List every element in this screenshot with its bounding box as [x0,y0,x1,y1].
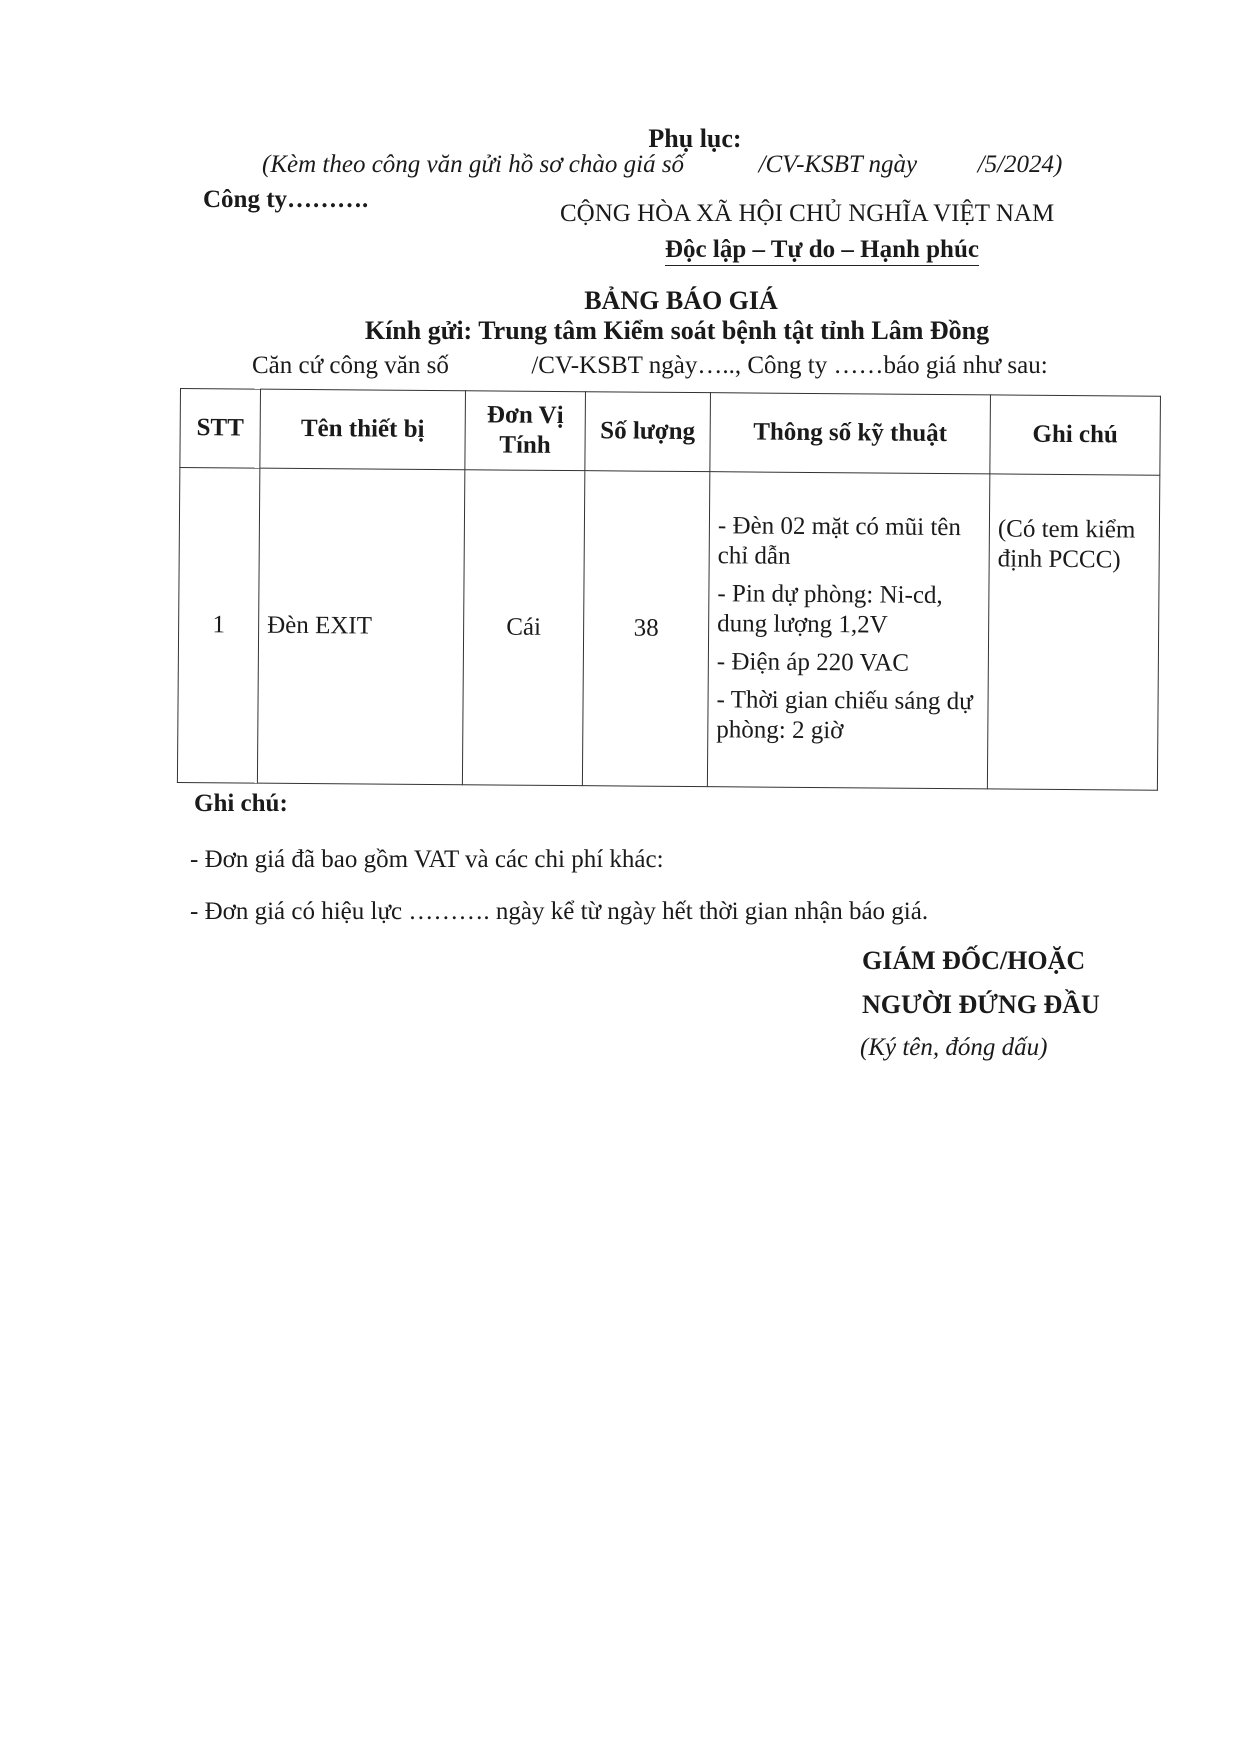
spec-line: - Thời gian chiếu sáng dự phòng: 2 giờ [716,686,973,745]
recipient-line: Kính gửi: Trung tâm Kiểm soát bệnh tật tỉnh Lâm Đồng [364,316,990,345]
table-row [177,468,1159,791]
spec-line: - Điện áp 220 VAC [716,648,910,677]
header-note: Ghi chú [990,395,1161,475]
header-device-name: Tên thiết bị [260,389,466,470]
company-name: Công ty………. [203,186,369,213]
cell-stt: 1 [177,468,259,784]
basis-line-part2: /CV-KSBT ngày….., Công ty ……báo giá như sau: [531,352,1048,379]
cell-note: (Có tem kiểm định PCCC) [987,474,1159,790]
appendix-subtitle-part1: (Kèm theo công văn gửi hồ sơ chào giá số [262,151,685,178]
republic-heading: CỘNG HÒA XÃ HỘI CHỦ NGHĨA VIỆT NAM [560,200,1055,227]
header-unit [465,391,586,471]
header-quantity: Số lượng [585,392,711,472]
appendix-subtitle [262,151,1062,179]
note-item: - Đơn giá đã bao gồm VAT và các chi phí khác: [190,846,664,873]
basis-line-part1: Căn cứ công văn số [252,352,449,379]
appendix-subtitle-part3: /5/2024) [977,151,1063,178]
signature-title-line1: GIÁM ĐỐC/HOẶC [862,946,1086,975]
appendix-title: Phụ lục: [648,124,742,153]
header-stt: STT [180,389,261,469]
cell-quantity: 38 [582,471,709,787]
header-unit-line1: Đơn Vị [486,401,564,430]
cell-specification [707,472,989,789]
quote-table [177,388,1161,791]
document-title: BẢNG BÁO GIÁ [584,286,778,315]
signature-title-line2: NGƯỜI ĐỨNG ĐẦU [862,990,1100,1019]
header-specification: Thông số kỹ thuật [710,393,991,474]
appendix-subtitle-part2: /CV-KSBT ngày [758,151,918,178]
notes-heading: Ghi chú: [194,790,288,817]
cell-device-name: Đèn EXIT [257,468,464,785]
national-motto: Độc lập – Tự do – Hạnh phúc [665,236,979,266]
basis-line [252,352,1048,380]
note-item: - Đơn giá có hiệu lực ………. ngày kể từ ngày hết thời gian nhận báo giá. [190,898,929,925]
table-header-row [180,389,1161,476]
signature-instruction: (Ký tên, đóng dấu) [860,1034,1048,1061]
spec-line: - Pin dự phòng: Ni-cd, dung lượng 1,2V [717,580,943,639]
header-unit-line2: Tính [499,431,551,459]
spec-line: - Đèn 02 mặt có mũi tên chỉ dẫn [717,512,962,570]
cell-unit: Cái [462,470,584,786]
